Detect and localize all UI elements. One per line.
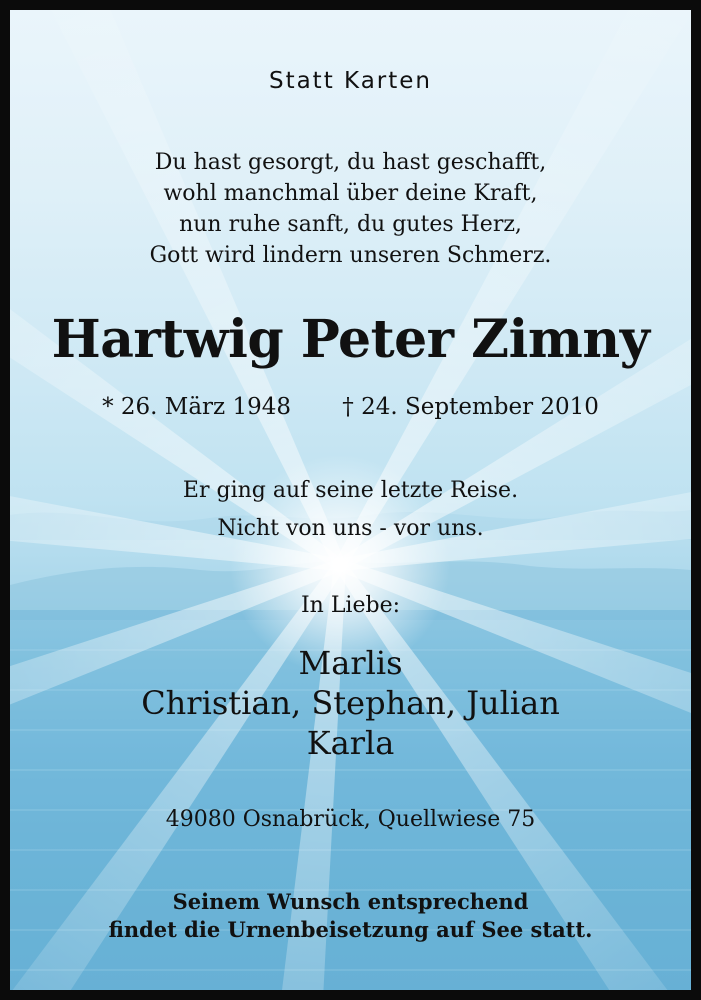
- poem-line: nun ruhe sanft, du gutes Herz,: [179, 212, 522, 237]
- poem-line: Du hast gesorgt, du hast geschafft,: [154, 150, 547, 175]
- wish-line: findet die Urnenbeisetzung auf See statt.: [108, 917, 593, 942]
- poem-line: Gott wird lindern unseren Schmerz.: [149, 243, 552, 268]
- wish-line: Seinem Wunsch entsprechend: [172, 889, 529, 914]
- mourner-line: Marlis: [298, 644, 403, 682]
- journey-verse: [10, 472, 691, 548]
- death-date: † 24. September 2010: [342, 394, 599, 420]
- header-statt-karten: Statt Karten: [268, 68, 433, 94]
- mourners-list: [10, 643, 691, 763]
- burial-wish: [10, 888, 691, 944]
- address: 49080 Osnabrück, Quellwiese 75: [165, 807, 536, 832]
- poem-line: wohl manchmal über deine Kraft,: [163, 181, 538, 206]
- journey-line: Nicht von uns - vor uns.: [217, 516, 484, 541]
- journey-line: Er ging auf seine letzte Reise.: [182, 478, 519, 503]
- mourner-line: Karla: [306, 724, 395, 762]
- life-dates: [10, 392, 691, 422]
- birth-date: * 26. März 1948: [102, 394, 291, 420]
- deceased-name: Hartwig Peter Zimny: [51, 309, 650, 370]
- poem: [10, 147, 691, 271]
- love-intro: In Liebe:: [300, 593, 401, 618]
- mourner-line: Christian, Stephan, Julian: [141, 684, 560, 722]
